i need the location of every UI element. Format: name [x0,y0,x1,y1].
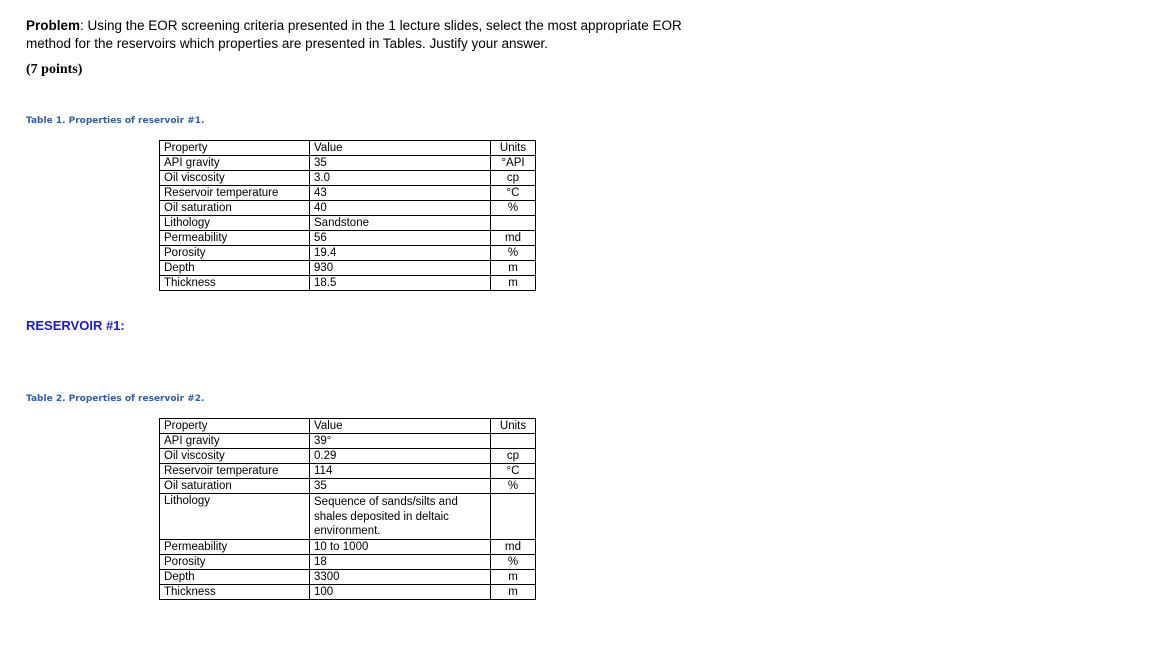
table-row [160,186,536,201]
property-cell: Porosity [160,246,310,261]
value-cell: Sequence of sands/silts and shales deposited in deltaic environment. [310,494,491,540]
property-cell: Depth [160,569,310,584]
problem-statement [26,17,726,53]
table1 [159,140,536,291]
table-row [160,464,536,479]
property-cell: Permeability [160,231,310,246]
header-units: Units [491,419,536,434]
table-header-row [160,141,536,156]
value-cell: 40 [310,201,491,216]
table1-caption: Table 1. Properties of reservoir #1. [26,116,205,126]
value-cell: Sandstone [310,216,491,231]
property-cell: API gravity [160,434,310,449]
units-cell: m [491,584,536,599]
property-cell: Permeability [160,539,310,554]
property-cell: Oil saturation [160,201,310,216]
property-cell: Oil saturation [160,479,310,494]
header-value: Value [310,419,491,434]
value-cell: 35 [310,156,491,171]
header-property: Property [160,419,310,434]
table-header-row [160,419,536,434]
table-row [160,216,536,231]
units-cell: m [491,276,536,291]
table-row [160,449,536,464]
points-label: (7 points) [26,62,83,77]
problem-text: : Using the EOR screening criteria presented in the 1 lecture slides, select the most appropriate EOR method for the reservoirs which properties are presented in Tables. Justify your answer. [26,18,682,51]
table-row [160,171,536,186]
units-cell: % [491,201,536,216]
units-cell [491,494,536,540]
units-cell: % [491,246,536,261]
property-cell: Porosity [160,554,310,569]
property-cell: Oil viscosity [160,449,310,464]
table-row [160,276,536,291]
units-cell: °C [491,186,536,201]
header-value: Value [310,141,491,156]
table-row [160,261,536,276]
value-cell: 39° [310,434,491,449]
units-cell: cp [491,449,536,464]
table2 [159,418,536,600]
units-cell: md [491,231,536,246]
table-row [160,569,536,584]
value-cell: 18.5 [310,276,491,291]
property-cell: Lithology [160,216,310,231]
property-cell: API gravity [160,156,310,171]
value-cell: 100 [310,584,491,599]
table-row [160,246,536,261]
value-cell: 18 [310,554,491,569]
header-property: Property [160,141,310,156]
property-cell: Thickness [160,584,310,599]
table-row [160,584,536,599]
property-cell: Reservoir temperature [160,464,310,479]
units-cell: md [491,539,536,554]
value-cell: 10 to 1000 [310,539,491,554]
table-row [160,554,536,569]
table-row [160,201,536,216]
value-cell: 3.0 [310,171,491,186]
units-cell [491,434,536,449]
table-row [160,494,536,540]
units-cell: % [491,479,536,494]
units-cell: % [491,554,536,569]
value-cell: 19.4 [310,246,491,261]
units-cell: °API [491,156,536,171]
units-cell: m [491,261,536,276]
table-row [160,231,536,246]
problem-lead: Problem [26,18,81,33]
property-cell: Thickness [160,276,310,291]
units-cell: m [491,569,536,584]
table-row [160,539,536,554]
property-cell: Reservoir temperature [160,186,310,201]
value-cell: 0.29 [310,449,491,464]
value-cell: 43 [310,186,491,201]
units-cell [491,216,536,231]
table-row [160,479,536,494]
value-cell: 56 [310,231,491,246]
value-cell: 35 [310,479,491,494]
table2-caption: Table 2. Properties of reservoir #2. [26,394,205,404]
reservoir-heading: RESERVOIR #1: [26,318,125,333]
units-cell: °C [491,464,536,479]
header-units: Units [491,141,536,156]
value-cell: 3300 [310,569,491,584]
table-row [160,156,536,171]
value-cell: 114 [310,464,491,479]
value-cell: 930 [310,261,491,276]
property-cell: Oil viscosity [160,171,310,186]
units-cell: cp [491,171,536,186]
property-cell: Lithology [160,494,310,540]
table-row [160,434,536,449]
property-cell: Depth [160,261,310,276]
